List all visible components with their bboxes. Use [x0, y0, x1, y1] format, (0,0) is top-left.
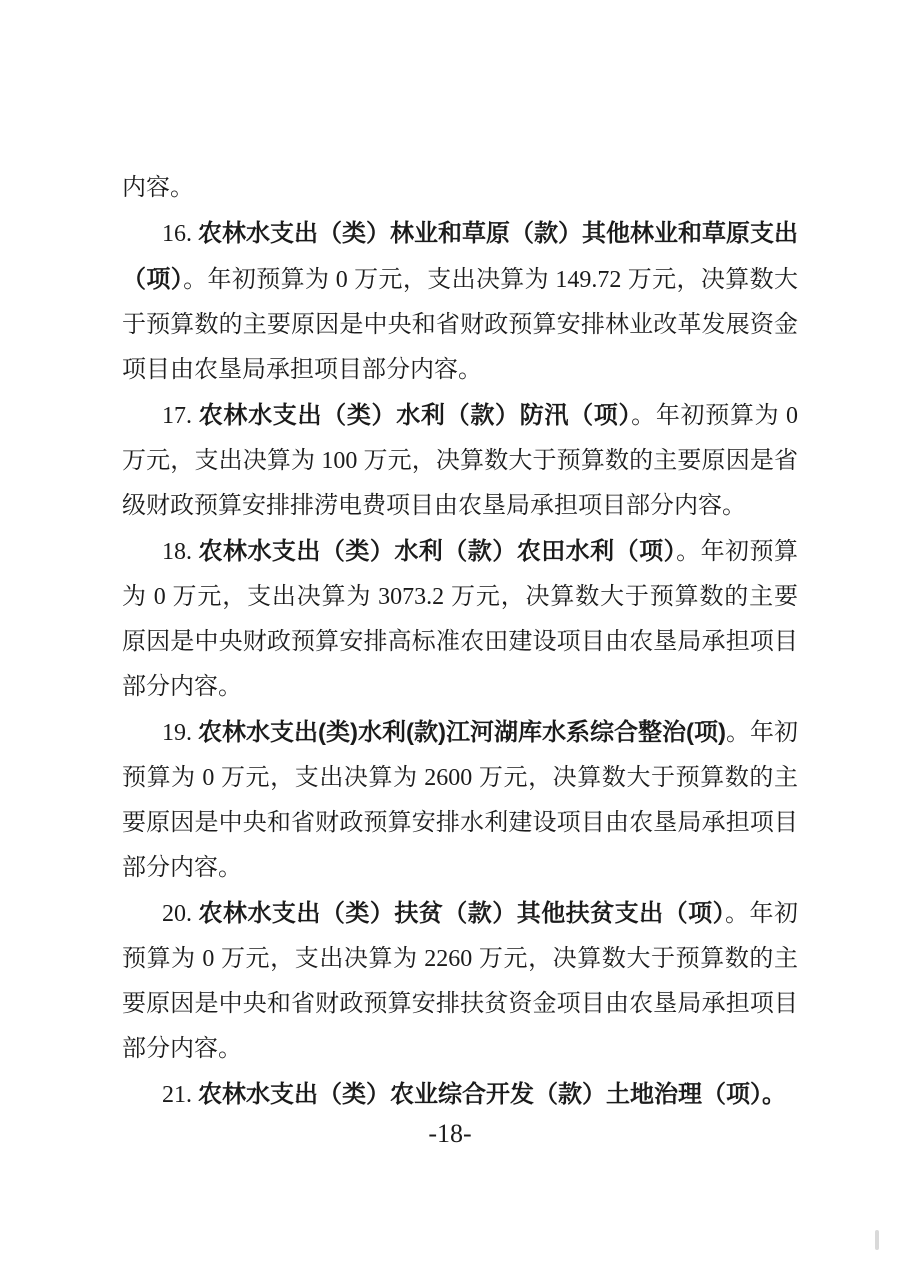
text-segment-heading: 农林水支出（类）扶贫（款）其他扶贫支出（项）: [198, 900, 726, 927]
text-segment-body: 。年初预算为 0 万元，支出决算为 2600 万元，决算数大于预算数的主要原因是中央和省财政预算安排水利建设项目由农垦局承担项目部分内容。: [122, 720, 799, 881]
scan-artifact: [875, 1230, 879, 1250]
text-segment-body: 。年初预算为 0 万元，支出决算为 149.72 万元，决算数大于预算数的主要原因是中央和省财政预算安排林业改革发展资金项目由农垦局承担项目部分内容。: [122, 267, 799, 383]
text-segment-number: 20.: [162, 901, 199, 927]
paragraph-continuation: [122, 166, 798, 211]
text-segment-number: 16.: [162, 221, 198, 247]
page-body: [122, 166, 798, 1118]
paragraph-item-19: [122, 710, 798, 891]
paragraph-item-16: [122, 211, 798, 393]
paragraph-item-20: [122, 891, 798, 1072]
text-segment-number: 18.: [162, 539, 199, 565]
text-segment-body: 内容。: [122, 175, 194, 201]
text-segment-heading: 农林水支出（类）水利（款）农田水利（项）: [198, 538, 677, 565]
text-segment-body: 。年初预算为 0 万元，支出决算为 100 万元，决算数大于预算数的主要原因是省级财政预算安排排涝电费项目由农垦局承担项目部分内容。: [122, 403, 799, 519]
page-footer: [0, 1118, 900, 1150]
text-segment-heading: 农林水支出(类)水利(款)江河湖库水系综合整治(项): [198, 719, 727, 746]
text-segment-number: 21.: [162, 1082, 198, 1108]
paragraph-item-17: [122, 393, 798, 529]
text-segment-body: 。年初预算为 0 万元，支出决算为 3073.2 万元，决算数大于预算数的主要原因是中央财政预算安排高标准农田建设项目由农垦局承担项目部分内容。: [122, 539, 799, 700]
text-segment-body: 。年初预算为 0 万元，支出决算为 2260 万元，决算数大于预算数的主要原因是中央和省财政预算安排扶贫资金项目由农垦局承担项目部分内容。: [122, 901, 799, 1062]
page-number: -18-: [428, 1119, 472, 1148]
text-segment-heading: 农林水支出（类）林业和草原（款）其他林业和草原支出（项）: [122, 220, 798, 293]
paragraph-item-21: [122, 1072, 798, 1118]
text-segment-number: 17.: [162, 403, 199, 429]
text-segment-number: 19.: [162, 720, 199, 746]
text-segment-heading: 农林水支出（类）水利（款）防汛（项）: [198, 402, 632, 429]
text-segment-heading: 农林水支出（类）农业综合开发（款）土地治理（项）。: [198, 1081, 786, 1108]
paragraph-item-18: [122, 529, 798, 710]
